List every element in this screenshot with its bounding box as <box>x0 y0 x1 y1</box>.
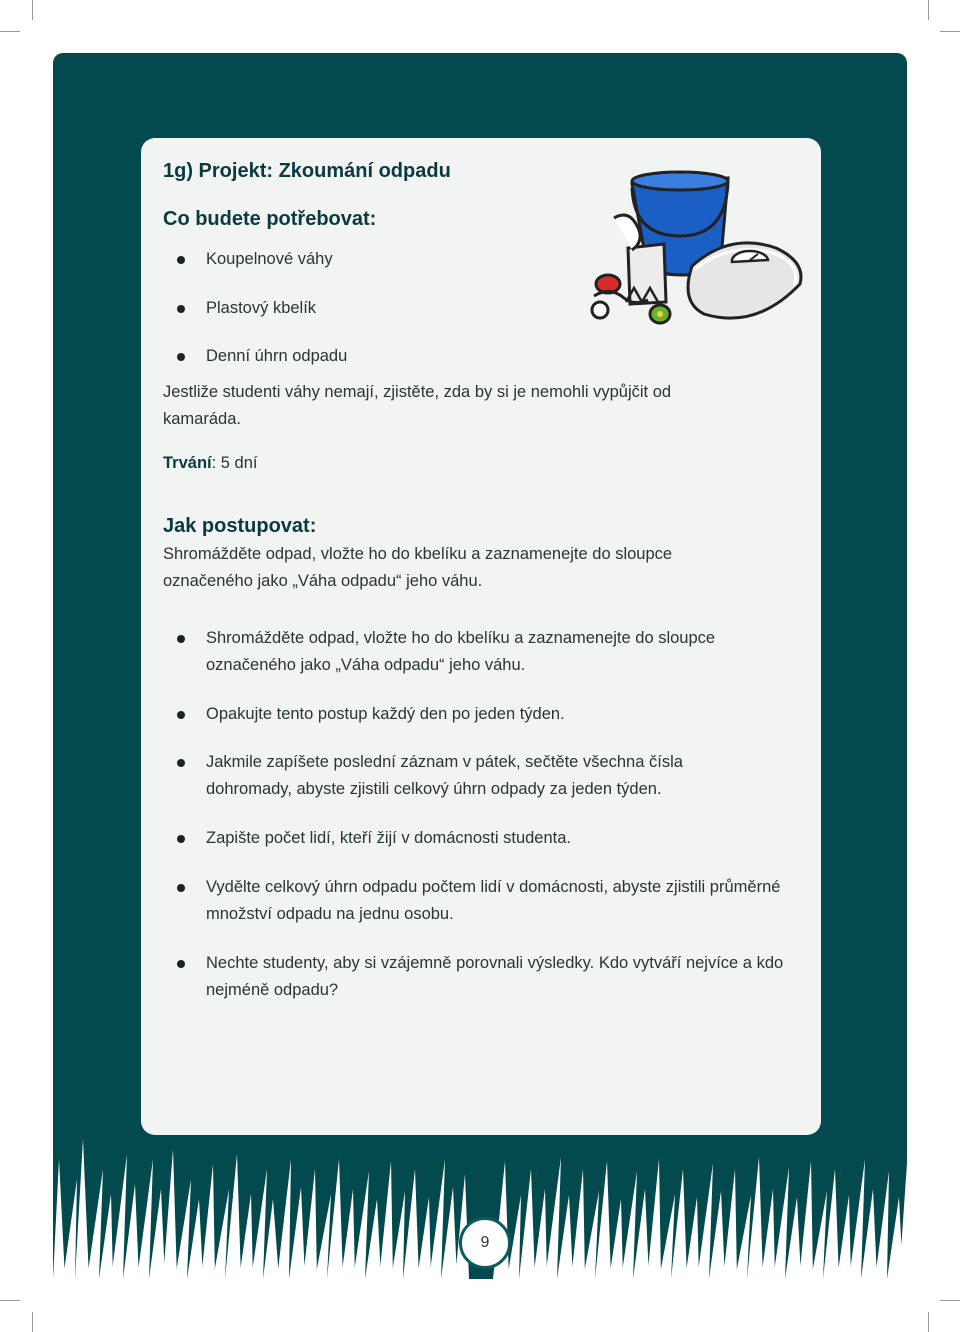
crop-mark <box>928 0 929 20</box>
crop-mark <box>32 0 33 20</box>
bullet-icon <box>177 635 185 643</box>
duration-label: Trvání <box>163 454 212 472</box>
note-paragraph: Jestliže studenti váhy nemají, zjistěte, zda by si je nemohli vypůjčit od kamaráda. <box>163 383 672 428</box>
crop-mark <box>940 31 960 32</box>
crop-mark <box>32 1312 33 1332</box>
how-intro: Shromážděte odpad, vložte ho do kbelíku a zaznamenejte do sloupce označeného jako „Váha odpadu“ jeho váhu. <box>163 545 673 590</box>
duration-value: : 5 dní <box>211 454 258 472</box>
how-heading: Jak postupovat: <box>163 515 317 537</box>
bullet-icon <box>177 711 185 719</box>
crop-mark <box>928 1312 929 1332</box>
bullet-icon <box>177 884 185 892</box>
crop-mark <box>0 1300 20 1301</box>
bullet-icon <box>177 256 185 264</box>
bullet-icon <box>177 835 185 843</box>
content-card: 1g) Projekt: Zkoumání odpadu Co budete potřebovat: Koupelnové váhy Plastový kbelík Denní úhrn odpadu Jestliže studenti váhy nemají, zjistěte, zda by si je nemohli vypůjčit od kamaráda. Trvání: 5 dní Jak postupovat: Shromážděte odpad, vložte ho do kbelíku a zaznamenejte do sloupce označeného jako „Váha odpadu“ jeho váhu. Shromážděte odpad, vložte ho do kbelíku a zaznamenejte do sloupce označeného jako „Váha odpadu“ jeho váhu. Opakujte tento postup každý den po jeden týden. Jakmile zapíšete poslední záznam v pátek, sečtěte všechna čísla dohromady, abyste zjistili celkový úhrn odpady za jeden týden. Zapište počet lidí, kteří žijí v domácnosti studenta. Vydělte celkový úhrn odpadu počtem lidí v domácnosti, abyste zjistili průměrné množství odpadu na jednu osobu. Nechte studenty, aby si vzájemně porovnali výsledky. Kdo vytváří nejvíce a kdo nejméně odpadu? <box>141 138 821 1135</box>
bullet-icon <box>177 305 185 313</box>
crop-mark <box>940 1300 960 1301</box>
bullet-icon <box>177 960 185 968</box>
page-title: 1g) Projekt: Zkoumání odpadu <box>163 160 451 182</box>
needs-heading: Co budete potřebovat: <box>163 208 377 230</box>
duration-line <box>163 450 763 477</box>
crop-mark <box>0 31 20 32</box>
page-number: 9 <box>459 1217 511 1269</box>
waste-illustration <box>580 162 806 332</box>
bullet-icon <box>177 353 185 361</box>
bullet-icon <box>177 759 185 767</box>
